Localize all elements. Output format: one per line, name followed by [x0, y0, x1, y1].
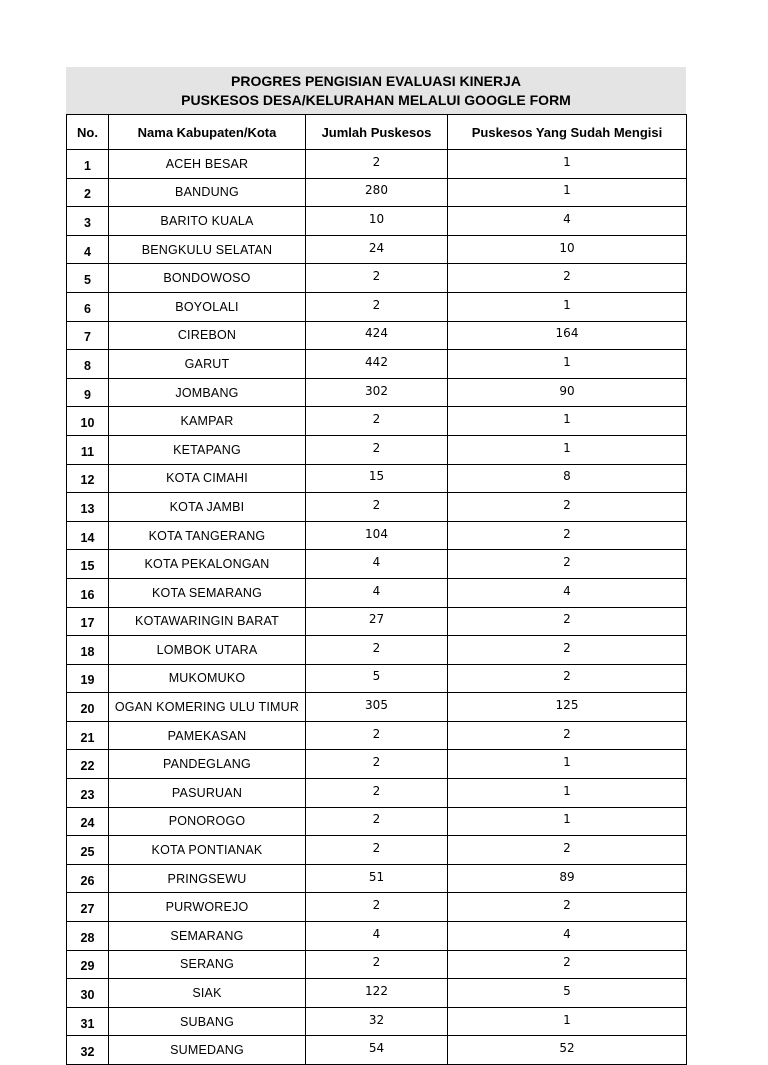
table-row: [67, 1036, 687, 1065]
row-number: 5: [67, 264, 109, 293]
row-filled: 2: [448, 664, 687, 693]
row-total: 5: [306, 664, 448, 693]
row-name: ACEH BESAR: [109, 150, 306, 179]
row-filled: 2: [448, 950, 687, 979]
row-name: KETAPANG: [109, 435, 306, 464]
table-row: [67, 864, 687, 893]
table-body: [67, 150, 687, 1065]
row-filled: 8: [448, 464, 687, 493]
row-total: 51: [306, 864, 448, 893]
row-filled: 2: [448, 893, 687, 922]
row-number: 17: [67, 607, 109, 636]
row-name: KAMPAR: [109, 407, 306, 436]
row-total: 2: [306, 636, 448, 665]
row-number: 14: [67, 521, 109, 550]
row-filled: 4: [448, 207, 687, 236]
table-row: [67, 350, 687, 379]
table-row: [67, 950, 687, 979]
row-filled: 2: [448, 607, 687, 636]
row-number: 28: [67, 922, 109, 951]
table-row: [67, 979, 687, 1008]
row-name: PAMEKASAN: [109, 721, 306, 750]
row-total: 4: [306, 578, 448, 607]
row-name: KOTAWARINGIN BARAT: [109, 607, 306, 636]
puskesos-table: [66, 114, 687, 1065]
table-row: [67, 435, 687, 464]
row-number: 27: [67, 893, 109, 922]
row-number: 3: [67, 207, 109, 236]
title-line-2: PUSKESOS DESA/KELURAHAN MELALUI GOOGLE FORM: [181, 91, 571, 108]
table-row: [67, 836, 687, 865]
row-filled: 52: [448, 1036, 687, 1065]
table-row: [67, 292, 687, 321]
row-total: 54: [306, 1036, 448, 1065]
row-name: KOTA PEKALONGAN: [109, 550, 306, 579]
row-total: 305: [306, 693, 448, 722]
row-number: 11: [67, 435, 109, 464]
row-total: 2: [306, 779, 448, 808]
row-number: 32: [67, 1036, 109, 1065]
row-number: 15: [67, 550, 109, 579]
row-name: BONDOWOSO: [109, 264, 306, 293]
row-total: 2: [306, 150, 448, 179]
row-total: 2: [306, 750, 448, 779]
table-row: [67, 378, 687, 407]
header-no: No.: [67, 115, 109, 150]
table-row: [67, 578, 687, 607]
row-name: PASURUAN: [109, 779, 306, 808]
table-row: [67, 521, 687, 550]
row-number: 24: [67, 807, 109, 836]
row-number: 7: [67, 321, 109, 350]
row-number: 30: [67, 979, 109, 1008]
row-number: 6: [67, 292, 109, 321]
row-name: BANDUNG: [109, 178, 306, 207]
row-filled: 125: [448, 693, 687, 722]
row-name: KOTA JAMBI: [109, 493, 306, 522]
row-filled: 2: [448, 493, 687, 522]
row-filled: 2: [448, 721, 687, 750]
row-name: KOTA SEMARANG: [109, 578, 306, 607]
table-row: [67, 636, 687, 665]
row-filled: 2: [448, 636, 687, 665]
row-number: 12: [67, 464, 109, 493]
row-total: 2: [306, 893, 448, 922]
row-name: PURWOREJO: [109, 893, 306, 922]
row-total: 4: [306, 922, 448, 951]
row-number: 31: [67, 1007, 109, 1036]
row-total: 24: [306, 235, 448, 264]
row-name: KOTA CIMAHI: [109, 464, 306, 493]
row-name: GARUT: [109, 350, 306, 379]
row-filled: 1: [448, 407, 687, 436]
row-filled: 2: [448, 550, 687, 579]
report-title: [66, 67, 686, 114]
row-filled: 1: [448, 350, 687, 379]
table-row: [67, 207, 687, 236]
row-name: PONOROGO: [109, 807, 306, 836]
row-total: 302: [306, 378, 448, 407]
row-total: 122: [306, 979, 448, 1008]
table-row: [67, 321, 687, 350]
row-name: LOMBOK UTARA: [109, 636, 306, 665]
table-row: [67, 264, 687, 293]
row-total: 2: [306, 435, 448, 464]
row-filled: 1: [448, 435, 687, 464]
row-total: 2: [306, 264, 448, 293]
row-number: 9: [67, 378, 109, 407]
row-name: SUBANG: [109, 1007, 306, 1036]
row-total: 2: [306, 807, 448, 836]
row-name: BARITO KUALA: [109, 207, 306, 236]
row-filled: 2: [448, 521, 687, 550]
row-total: 280: [306, 178, 448, 207]
table-row: [67, 721, 687, 750]
row-filled: 90: [448, 378, 687, 407]
row-total: 442: [306, 350, 448, 379]
table-row: [67, 607, 687, 636]
table-row: [67, 235, 687, 264]
row-name: SEMARANG: [109, 922, 306, 951]
row-filled: 1: [448, 178, 687, 207]
row-name: OGAN KOMERING ULU TIMUR: [109, 693, 306, 722]
title-line-1: PROGRES PENGISIAN EVALUASI KINERJA: [231, 72, 521, 89]
table-row: [67, 150, 687, 179]
row-name: KOTA TANGERANG: [109, 521, 306, 550]
row-filled: 89: [448, 864, 687, 893]
row-filled: 2: [448, 264, 687, 293]
table-row: [67, 178, 687, 207]
row-total: 2: [306, 493, 448, 522]
header-filled: Puskesos Yang Sudah Mengisi: [448, 115, 687, 150]
row-total: 2: [306, 721, 448, 750]
row-name: BOYOLALI: [109, 292, 306, 321]
table-row: [67, 750, 687, 779]
row-number: 23: [67, 779, 109, 808]
row-number: 26: [67, 864, 109, 893]
row-number: 20: [67, 693, 109, 722]
row-name: SERANG: [109, 950, 306, 979]
row-filled: 4: [448, 578, 687, 607]
header-row: [67, 115, 687, 150]
row-total: 32: [306, 1007, 448, 1036]
table-row: [67, 550, 687, 579]
row-number: 29: [67, 950, 109, 979]
row-number: 21: [67, 721, 109, 750]
row-number: 2: [67, 178, 109, 207]
table-row: [67, 893, 687, 922]
row-total: 424: [306, 321, 448, 350]
table-row: [67, 922, 687, 951]
table-row: [67, 779, 687, 808]
table-row: [67, 407, 687, 436]
row-number: 16: [67, 578, 109, 607]
row-total: 104: [306, 521, 448, 550]
row-number: 18: [67, 636, 109, 665]
row-total: 2: [306, 292, 448, 321]
table-row: [67, 693, 687, 722]
row-number: 4: [67, 235, 109, 264]
row-number: 19: [67, 664, 109, 693]
table-row: [67, 464, 687, 493]
row-filled: 1: [448, 750, 687, 779]
row-total: 2: [306, 836, 448, 865]
table-row: [67, 807, 687, 836]
row-number: 1: [67, 150, 109, 179]
row-name: PRINGSEWU: [109, 864, 306, 893]
row-name: SIAK: [109, 979, 306, 1008]
row-filled: 164: [448, 321, 687, 350]
row-filled: 1: [448, 150, 687, 179]
table-row: [67, 493, 687, 522]
row-filled: 1: [448, 1007, 687, 1036]
row-total: 4: [306, 550, 448, 579]
row-filled: 1: [448, 807, 687, 836]
row-number: 10: [67, 407, 109, 436]
row-filled: 4: [448, 922, 687, 951]
row-total: 2: [306, 407, 448, 436]
row-name: MUKOMUKO: [109, 664, 306, 693]
table-row: [67, 664, 687, 693]
table-row: [67, 1007, 687, 1036]
row-name: KOTA PONTIANAK: [109, 836, 306, 865]
row-name: CIREBON: [109, 321, 306, 350]
row-number: 22: [67, 750, 109, 779]
row-total: 27: [306, 607, 448, 636]
row-filled: 10: [448, 235, 687, 264]
row-total: 2: [306, 950, 448, 979]
row-total: 10: [306, 207, 448, 236]
row-name: BENGKULU SELATAN: [109, 235, 306, 264]
row-filled: 1: [448, 292, 687, 321]
report-sheet: [66, 67, 686, 1065]
row-name: PANDEGLANG: [109, 750, 306, 779]
header-total: Jumlah Puskesos: [306, 115, 448, 150]
row-filled: 5: [448, 979, 687, 1008]
row-number: 25: [67, 836, 109, 865]
row-name: JOMBANG: [109, 378, 306, 407]
row-filled: 2: [448, 836, 687, 865]
row-number: 13: [67, 493, 109, 522]
row-name: SUMEDANG: [109, 1036, 306, 1065]
row-filled: 1: [448, 779, 687, 808]
row-total: 15: [306, 464, 448, 493]
row-number: 8: [67, 350, 109, 379]
header-name: Nama Kabupaten/Kota: [109, 115, 306, 150]
